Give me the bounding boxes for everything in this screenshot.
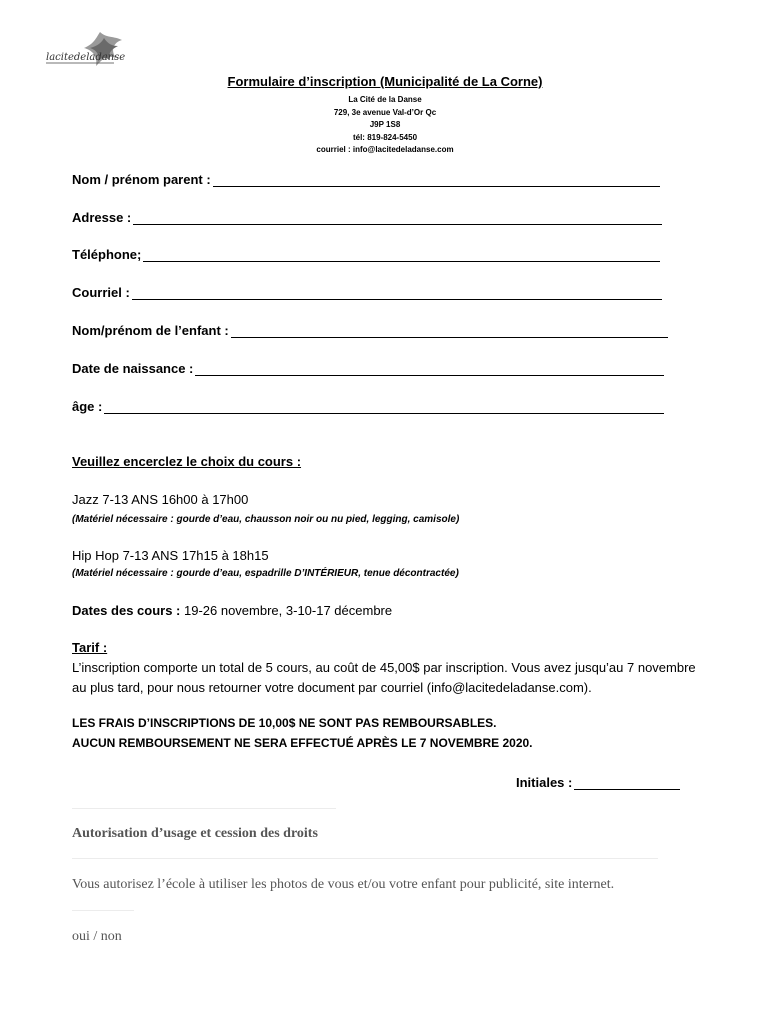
school-name: La Cité de la Danse [348,95,422,104]
separator [72,910,134,911]
authorization-heading: Autorisation d’usage et cession des droits [72,826,318,841]
birth-date-field[interactable] [72,360,664,376]
child-name-field[interactable] [72,322,668,338]
tarif-heading: Tarif : [72,640,108,655]
age-label: âge : [72,399,103,414]
no-refund-date-warning: AUCUN REMBOURSEMENT NE SERA EFFECTUÉ APRÈS LE 7 NOVEMBRE 2020. [72,736,533,750]
course-hip-hop-note: (Matériel nécessaire : gourde d’eau, espadrille D’INTÉRIEUR, tenue décontractée) [72,568,459,579]
svg-text:lacitedeladanse: lacitedeladanse [46,52,126,63]
course-jazz[interactable]: Jazz 7-13 ANS 16h00 à 17h00 [72,492,249,507]
initials-field[interactable] [516,774,680,790]
email-field[interactable] [72,284,662,300]
age-field[interactable] [72,398,664,414]
course-dates-label: Dates des cours : [72,603,181,618]
address-field[interactable] [72,209,662,225]
course-choice-heading: Veuillez encerclez le choix du cours : [72,454,302,469]
address-line[interactable] [133,213,662,225]
school-street: 729, 3e avenue Val-d’Or Qc [333,108,437,117]
separator [72,858,658,859]
course-jazz-note: (Matériel nécessaire : gourde d’eau, chausson noir ou nu pied, legging, camisole) [72,514,460,525]
course-dates-value: 19-26 novembre, 3-10-17 décembre [180,603,393,618]
authorization-text: Vous autorisez l’école à utiliser les photos de vous et/ou votre enfant pour publicité, site internet. [72,877,615,892]
parent-name-field[interactable] [72,171,660,187]
school-logo [44,30,128,70]
school-email: courriel : info@lacitedeladanse.com [316,145,454,154]
initials-line[interactable] [574,778,680,790]
child-name-label: Nom/prénom de l’enfant : [72,323,229,338]
form-title: Formulaire d’inscription (Municipalité de La Corne) [227,74,543,89]
separator [72,808,336,809]
birth-date-line[interactable] [195,364,664,376]
non-refundable-warning: LES FRAIS D’INSCRIPTIONS DE 10,00$ NE SONT PAS REMBOURSABLES. [72,716,497,730]
initials-label: Initiales : [516,775,573,790]
parent-name-line[interactable] [213,175,660,187]
phone-line[interactable] [143,250,660,262]
age-line[interactable] [104,402,664,414]
phone-label: Téléphone; [72,247,142,262]
yes-no-choice[interactable]: oui / non [72,929,122,944]
parent-name-label: Nom / prénom parent : [72,172,211,187]
child-name-line[interactable] [231,326,668,338]
email-line[interactable] [132,288,662,300]
school-postal-code: J9P 1S8 [369,120,401,129]
tarif-text: L’inscription comporte un total de 5 cours, au coût de 45,00$ par inscription. Vous avez jusqu’au 7 novembre au plus tard, pour nous retourner votre document par courriel (info@lacitedeladanse.com). [72,660,696,695]
phone-field[interactable] [72,246,660,262]
school-phone: tél: 819-824-5450 [352,133,418,142]
course-dates [72,603,392,618]
email-label: Courriel : [72,285,130,300]
course-hip-hop[interactable]: Hip Hop 7-13 ANS 17h15 à 18h15 [72,548,269,563]
address-label: Adresse : [72,210,132,225]
birth-date-label: Date de naissance : [72,361,194,376]
